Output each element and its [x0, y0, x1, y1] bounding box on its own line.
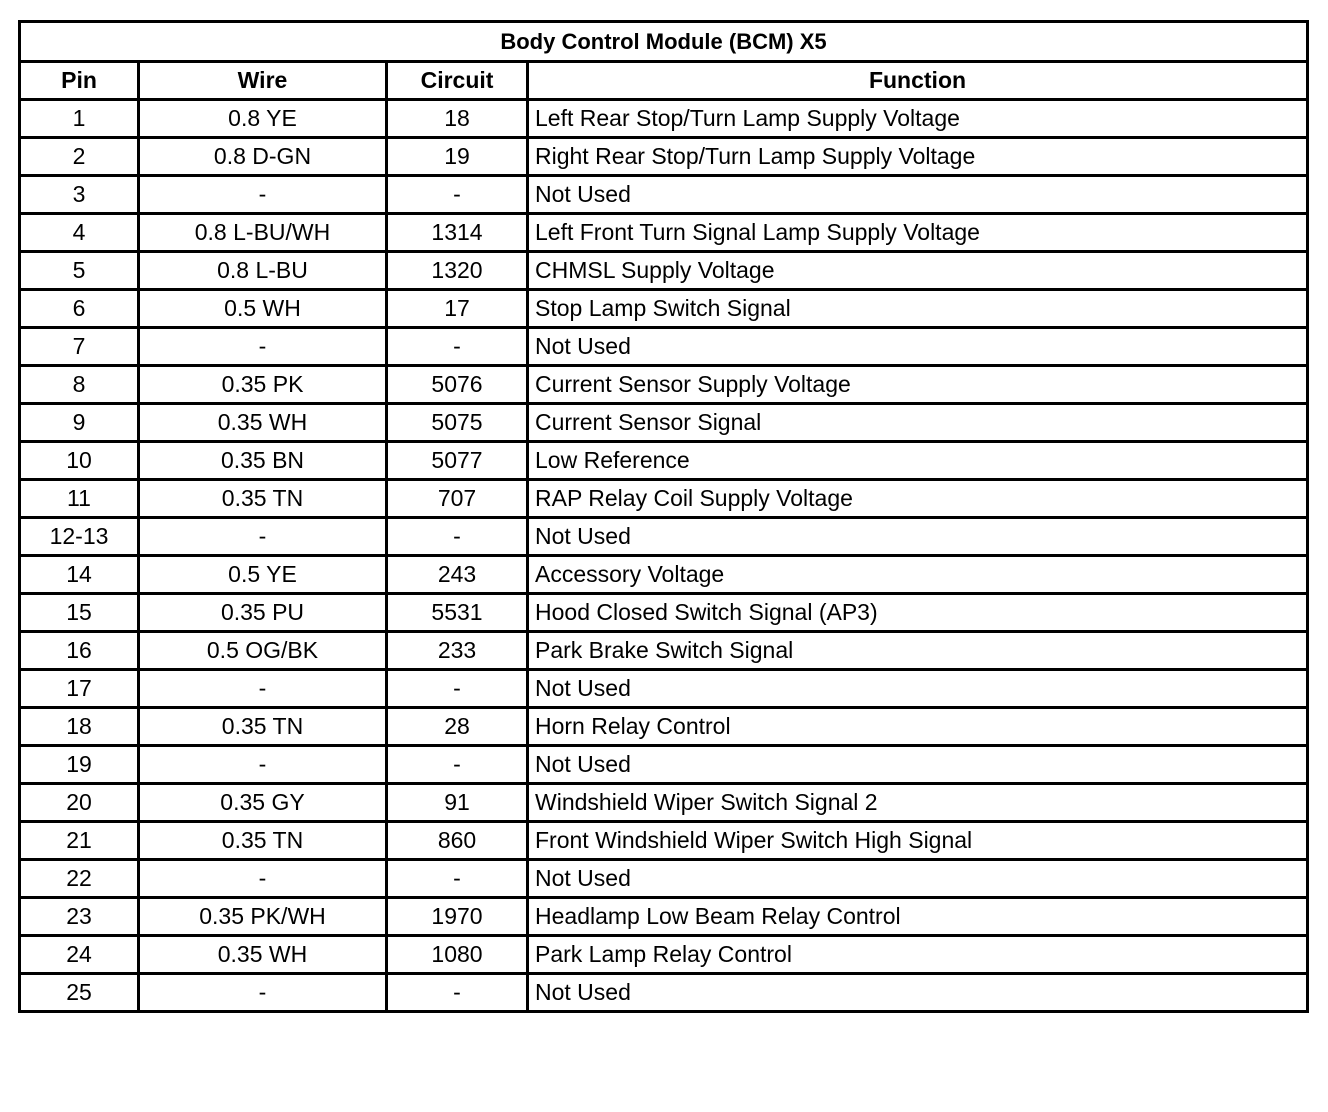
cell-circuit: 17: [387, 290, 528, 328]
cell-function: Not Used: [528, 518, 1308, 556]
connector-table-wrapper: [18, 20, 1306, 1013]
cell-circuit: -: [387, 860, 528, 898]
table-row: [20, 290, 1308, 328]
table-row: [20, 518, 1308, 556]
table-title: Body Control Module (BCM) X5: [20, 22, 1308, 62]
cell-wire: -: [139, 518, 387, 556]
header-function: Function: [528, 62, 1308, 100]
table-row: [20, 670, 1308, 708]
cell-pin: 16: [20, 632, 139, 670]
cell-circuit: 1320: [387, 252, 528, 290]
table-row: [20, 708, 1308, 746]
cell-circuit: 18: [387, 100, 528, 138]
table-row: [20, 822, 1308, 860]
table-row: [20, 442, 1308, 480]
cell-pin: 19: [20, 746, 139, 784]
cell-pin: 2: [20, 138, 139, 176]
cell-circuit: -: [387, 518, 528, 556]
cell-wire: 0.8 YE: [139, 100, 387, 138]
cell-function: Left Rear Stop/Turn Lamp Supply Voltage: [528, 100, 1308, 138]
table-row: [20, 480, 1308, 518]
cell-circuit: 707: [387, 480, 528, 518]
table-row: [20, 974, 1308, 1012]
cell-circuit: -: [387, 974, 528, 1012]
table-body: [20, 100, 1308, 1012]
cell-function: Not Used: [528, 176, 1308, 214]
cell-wire: 0.8 L-BU/WH: [139, 214, 387, 252]
header-wire: Wire: [139, 62, 387, 100]
cell-function: Right Rear Stop/Turn Lamp Supply Voltage: [528, 138, 1308, 176]
cell-wire: -: [139, 670, 387, 708]
cell-circuit: -: [387, 670, 528, 708]
cell-pin: 7: [20, 328, 139, 366]
table-row: [20, 746, 1308, 784]
cell-circuit: -: [387, 328, 528, 366]
cell-function: Park Lamp Relay Control: [528, 936, 1308, 974]
cell-pin: 8: [20, 366, 139, 404]
table-row: [20, 138, 1308, 176]
cell-function: Not Used: [528, 860, 1308, 898]
cell-wire: 0.8 L-BU: [139, 252, 387, 290]
cell-wire: 0.35 PK: [139, 366, 387, 404]
cell-function: Accessory Voltage: [528, 556, 1308, 594]
cell-pin: 12-13: [20, 518, 139, 556]
header-pin: Pin: [20, 62, 139, 100]
cell-circuit: 5531: [387, 594, 528, 632]
cell-pin: 20: [20, 784, 139, 822]
cell-pin: 22: [20, 860, 139, 898]
cell-circuit: -: [387, 176, 528, 214]
cell-function: Left Front Turn Signal Lamp Supply Voltage: [528, 214, 1308, 252]
cell-circuit: 91: [387, 784, 528, 822]
cell-circuit: 243: [387, 556, 528, 594]
cell-wire: -: [139, 328, 387, 366]
table-row: [20, 252, 1308, 290]
cell-function: Park Brake Switch Signal: [528, 632, 1308, 670]
cell-pin: 15: [20, 594, 139, 632]
table-row: [20, 632, 1308, 670]
cell-wire: -: [139, 974, 387, 1012]
cell-wire: 0.35 TN: [139, 708, 387, 746]
cell-circuit: 5075: [387, 404, 528, 442]
cell-circuit: 19: [387, 138, 528, 176]
cell-function: Horn Relay Control: [528, 708, 1308, 746]
cell-circuit: 1314: [387, 214, 528, 252]
cell-wire: -: [139, 860, 387, 898]
cell-wire: 0.35 TN: [139, 822, 387, 860]
table-row: [20, 366, 1308, 404]
table-header-row: [20, 62, 1308, 100]
table-row: [20, 328, 1308, 366]
cell-pin: 1: [20, 100, 139, 138]
table-row: [20, 860, 1308, 898]
cell-circuit: 860: [387, 822, 528, 860]
cell-circuit: 5077: [387, 442, 528, 480]
cell-function: Not Used: [528, 746, 1308, 784]
cell-pin: 21: [20, 822, 139, 860]
cell-wire: 0.35 TN: [139, 480, 387, 518]
cell-pin: 10: [20, 442, 139, 480]
cell-pin: 11: [20, 480, 139, 518]
cell-pin: 9: [20, 404, 139, 442]
cell-function: Headlamp Low Beam Relay Control: [528, 898, 1308, 936]
cell-wire: 0.35 WH: [139, 936, 387, 974]
cell-circuit: 28: [387, 708, 528, 746]
table-row: [20, 100, 1308, 138]
table-row: [20, 898, 1308, 936]
cell-function: Not Used: [528, 670, 1308, 708]
cell-pin: 25: [20, 974, 139, 1012]
cell-circuit: 1970: [387, 898, 528, 936]
cell-circuit: 1080: [387, 936, 528, 974]
cell-function: CHMSL Supply Voltage: [528, 252, 1308, 290]
table-row: [20, 404, 1308, 442]
cell-function: Windshield Wiper Switch Signal 2: [528, 784, 1308, 822]
cell-wire: 0.35 PK/WH: [139, 898, 387, 936]
table-row: [20, 176, 1308, 214]
cell-pin: 24: [20, 936, 139, 974]
table-row: [20, 784, 1308, 822]
cell-function: Not Used: [528, 974, 1308, 1012]
cell-circuit: 233: [387, 632, 528, 670]
cell-pin: 14: [20, 556, 139, 594]
table-row: [20, 594, 1308, 632]
table-title-row: [20, 22, 1308, 62]
cell-function: Low Reference: [528, 442, 1308, 480]
table-row: [20, 214, 1308, 252]
cell-function: Current Sensor Supply Voltage: [528, 366, 1308, 404]
header-circuit: Circuit: [387, 62, 528, 100]
cell-pin: 5: [20, 252, 139, 290]
cell-pin: 3: [20, 176, 139, 214]
cell-function: Current Sensor Signal: [528, 404, 1308, 442]
cell-pin: 6: [20, 290, 139, 328]
cell-wire: 0.5 OG/BK: [139, 632, 387, 670]
cell-pin: 17: [20, 670, 139, 708]
cell-wire: 0.35 GY: [139, 784, 387, 822]
cell-circuit: -: [387, 746, 528, 784]
table-row: [20, 936, 1308, 974]
cell-wire: 0.8 D-GN: [139, 138, 387, 176]
cell-wire: 0.5 WH: [139, 290, 387, 328]
cell-wire: 0.5 YE: [139, 556, 387, 594]
cell-function: Stop Lamp Switch Signal: [528, 290, 1308, 328]
cell-function: RAP Relay Coil Supply Voltage: [528, 480, 1308, 518]
cell-wire: 0.35 PU: [139, 594, 387, 632]
cell-function: Not Used: [528, 328, 1308, 366]
cell-function: Hood Closed Switch Signal (AP3): [528, 594, 1308, 632]
cell-function: Front Windshield Wiper Switch High Signal: [528, 822, 1308, 860]
cell-wire: 0.35 WH: [139, 404, 387, 442]
cell-pin: 23: [20, 898, 139, 936]
table-row: [20, 556, 1308, 594]
cell-wire: -: [139, 176, 387, 214]
cell-pin: 18: [20, 708, 139, 746]
cell-wire: 0.35 BN: [139, 442, 387, 480]
cell-pin: 4: [20, 214, 139, 252]
cell-circuit: 5076: [387, 366, 528, 404]
cell-wire: -: [139, 746, 387, 784]
connector-pinout-table: [18, 20, 1309, 1013]
